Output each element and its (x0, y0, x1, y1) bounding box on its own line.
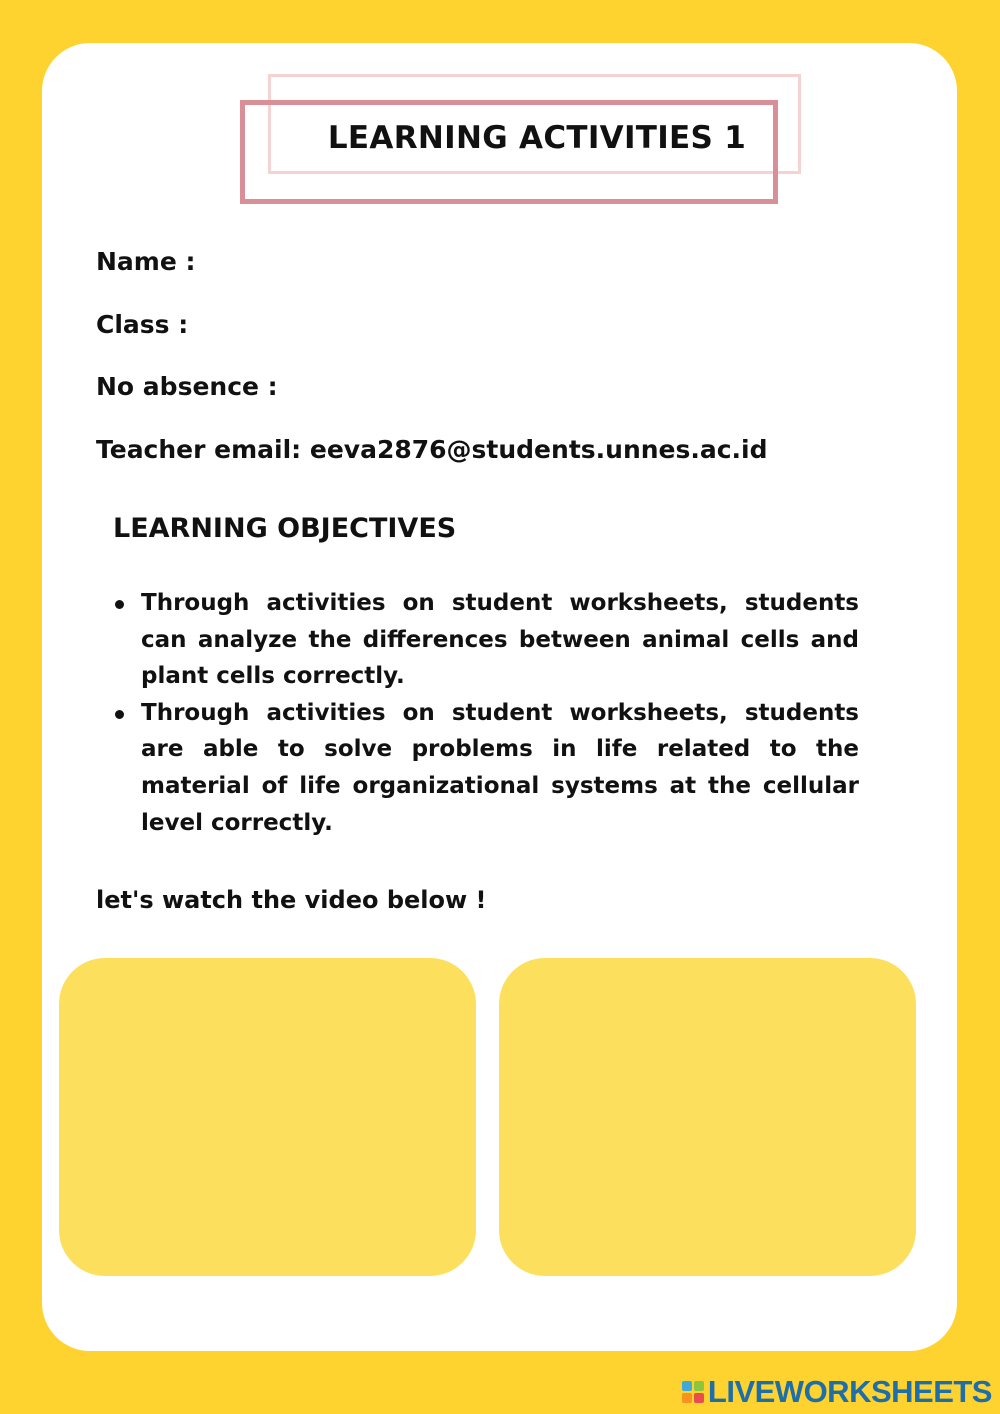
page-title: LEARNING ACTIVITIES 1 (327, 120, 747, 156)
title-frame (240, 100, 778, 204)
objectives-list (141, 585, 859, 841)
video-placeholder-left[interactable] (59, 958, 476, 1276)
class-label: Class : (96, 310, 189, 339)
objective-item: Through activities on student worksheets, students are able to solve problems in life related to the material of life organizational systems at the cellular level correctly. (141, 695, 859, 841)
teacher-email: Teacher email: eeva2876@students.unnes.ac.id (96, 435, 768, 464)
name-label: Name : (96, 247, 196, 276)
liveworksheets-logo-icon (682, 1381, 704, 1403)
video-prompt: let's watch the video below ! (96, 886, 487, 914)
video-placeholder-right[interactable] (499, 958, 916, 1276)
objectives-heading: LEARNING OBJECTIVES (113, 513, 457, 544)
objective-item: Through activities on student worksheets, students can analyze the differences between animal cells and plant cells correctly. (141, 585, 859, 695)
brand-name: LIVEWORKSHEETS (707, 1374, 992, 1409)
absence-label: No absence : (96, 372, 278, 401)
liveworksheets-branding (682, 1374, 992, 1410)
